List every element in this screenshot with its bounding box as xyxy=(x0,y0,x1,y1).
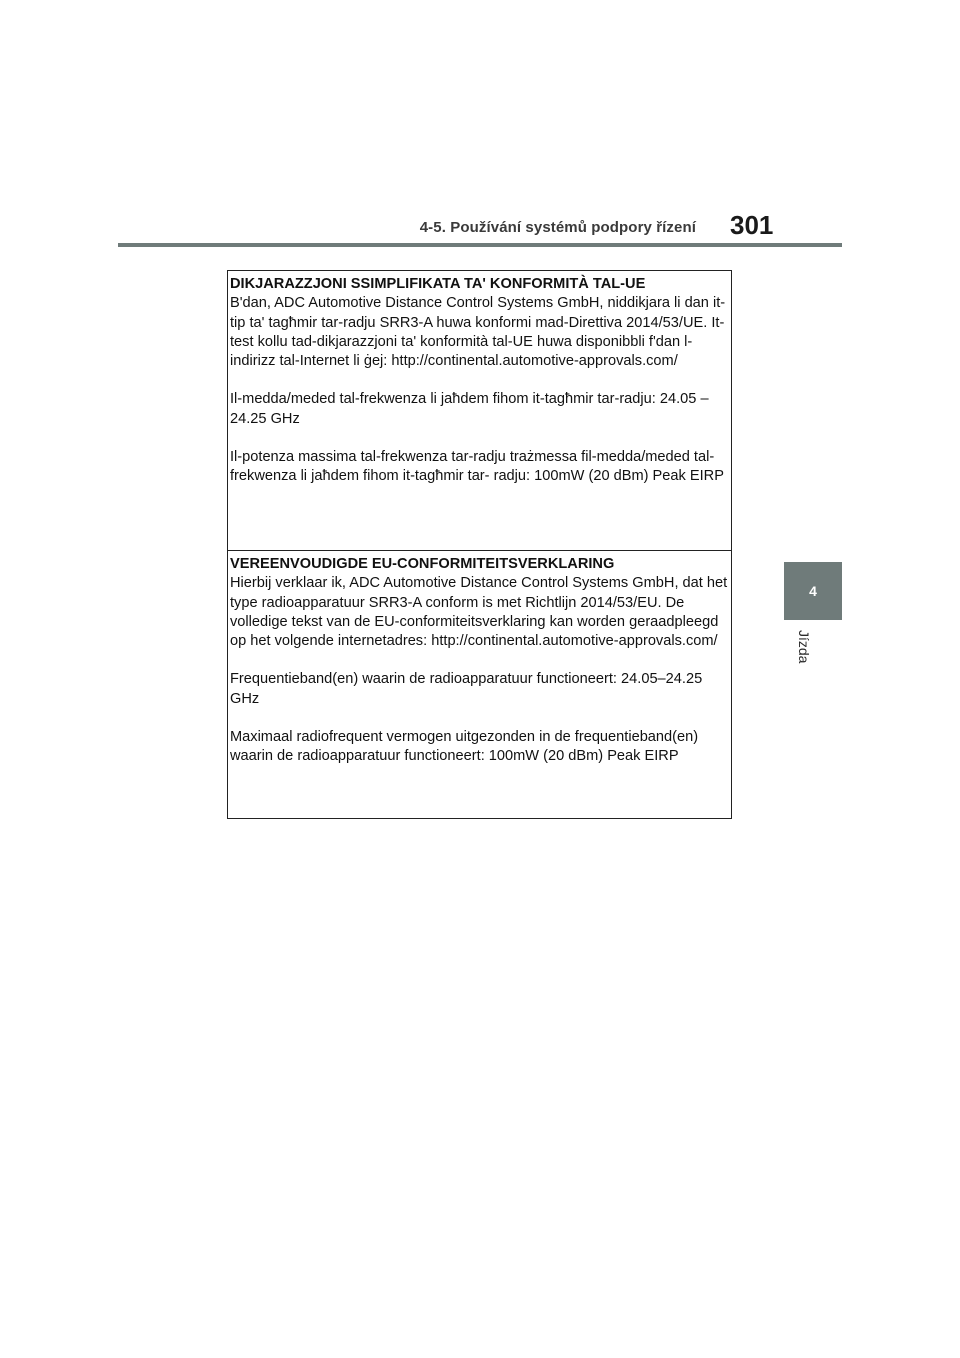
declaration-paragraph: Il-medda/meded tal-frekwenza li jaħdem fihom it-tagħmir tar-radju: 24.05 –24.25 GHz xyxy=(230,391,709,427)
header-rule xyxy=(118,243,842,247)
declaration-table xyxy=(227,270,732,819)
declaration-paragraph: Hierbij verklaar ik, ADC Automotive Distance Control Systems GmbH, dat het type radioapparatuur SRR3-A conform is met Richtlijn 2014/53/EU. De volledige tekst van de EU-conformiteitsverklaring kan worden geraadpleegd op het volgende internetadres: http://continental.automotive-approvals.com/ xyxy=(230,575,728,650)
page-header xyxy=(0,0,960,250)
section-title: 4-5. Používání systémů podpory řízení xyxy=(419,219,696,236)
declaration-maltese xyxy=(228,271,731,550)
declaration-paragraph: Il-potenza massima tal-frekwenza tar-radju trażmessa fil-medda/meded tal-frekwenza li jaħdem fihom it-tagħmir tar- radju: 100mW (20 dBm) Peak EIRP xyxy=(230,449,724,485)
declaration-heading: DIKJARAZZJONI SSIMPLIFIKATA TA' KONFORMITÀ TAL-UE xyxy=(230,276,646,292)
declaration-heading: VEREENVOUDIGDE EU-CONFORMITEITSVERKLARING xyxy=(230,556,615,572)
declaration-paragraph: Maximaal radiofrequent vermogen uitgezonden in de frequentieband(en) waarin de radioapparatuur functioneert: 100mW (20 dBm) Peak EIRP xyxy=(230,729,699,765)
chapter-tab: 4 xyxy=(784,562,842,620)
page-number: 301 xyxy=(730,210,774,240)
declaration-paragraph: B'dan, ADC Automotive Distance Control Systems GmbH, niddikjara li dan it-tip ta' tagħmir tar-radju SRR3-A huwa konformi mad-Direttiva 2014/53/UE. It-test kollu tad-dikjarazzjoni ta' konformità tal-UE huwa disponibbli f'dan l-indirizz tal-Internet li ġej: http://continental.automotive-approvals.com/ xyxy=(230,295,726,370)
declaration-paragraph: Frequentieband(en) waarin de radioapparatuur functioneert: 24.05–24.25 GHz xyxy=(230,671,703,707)
declaration-dutch xyxy=(228,550,731,818)
chapter-label: Jízda xyxy=(796,630,812,664)
